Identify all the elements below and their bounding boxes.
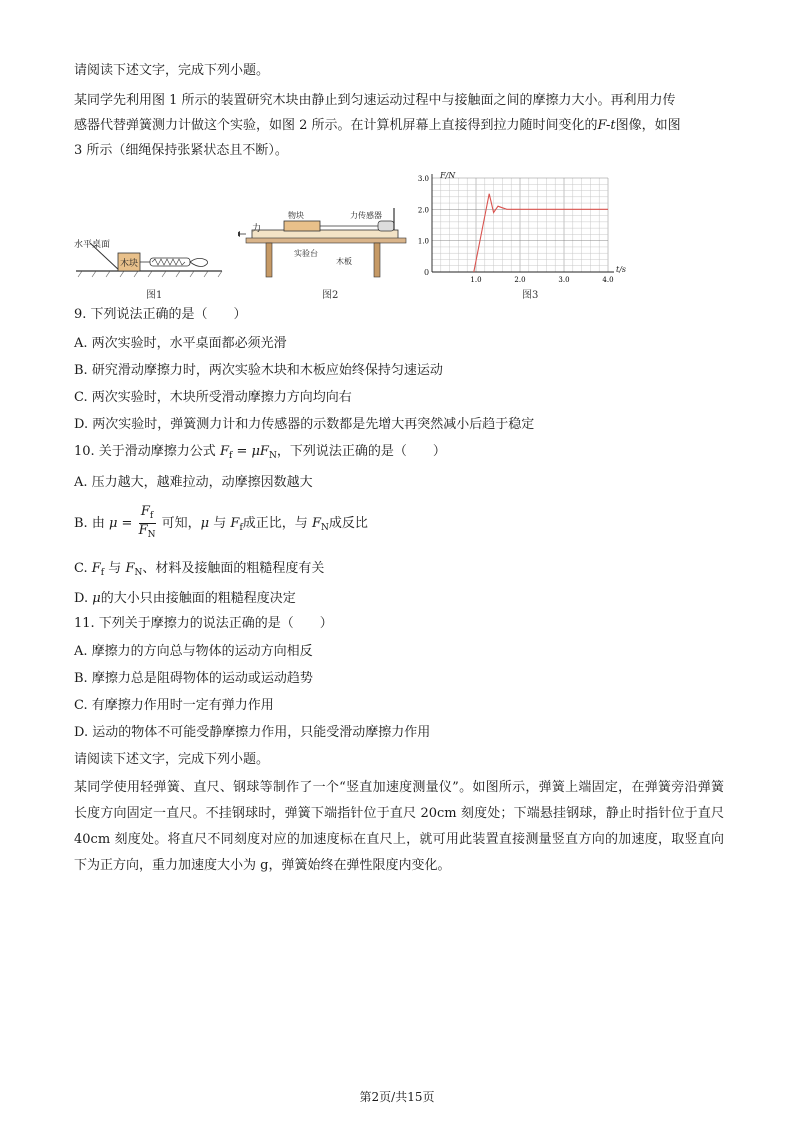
x-tick-label: 2.0 xyxy=(514,276,526,283)
fig2-label-board: 木板 xyxy=(336,257,352,266)
page-number: 第2页/共15页 xyxy=(359,1090,435,1104)
passage2: 某同学使用轻弹簧、直尺、钢球等制作了一个“竖直加速度测量仪”。如图所示，弹簧上端固定，在弹簧旁沿弹簧长度方向固定一直尺。不挂钢球时，弹簧下端指针位于直尺 20cm 刻度处；下端悬挂钢球，静止时指针位于直尺 40cm 刻度处。将直尺不同刻度对应的加速度标在直尺上，就可用此装置直接测量竖直方向的加速度，取竖直向下为正方向，重力加速度大小为 g，弹簧始终在弹性限度内变化。 xyxy=(74,780,724,873)
fig2-label-force: 力 xyxy=(252,224,262,234)
q10-option-a: A. 压力越大，越难拉动，动摩擦因数越大 xyxy=(74,475,313,490)
figure-3-chart xyxy=(410,168,630,283)
q10-formula: $F_f = \mu F_N$ xyxy=(219,444,277,461)
q10-stem-a: 10. 关于滑动摩擦力公式 xyxy=(74,444,216,459)
fig1-label-table: 水平桌面 xyxy=(74,240,111,250)
passage1-line1: 某同学先利用图 1 所示的装置研究木块由静止到匀速运动过程中与接触面之间的摩擦力大小。再利用力传 xyxy=(74,93,676,108)
fig3-caption: 图3 xyxy=(522,290,539,301)
force-sensor xyxy=(378,221,394,231)
q10-d-text: 的大小只由接触面的粗糙程度决定 xyxy=(100,591,296,606)
chart-ylabel: F/N xyxy=(440,171,456,180)
q10-option-b: B. 由 μ = $\frac{F_f}{F_N}$ 可知，μ 与 $F_f$成正比，与 $F_N$成反比 xyxy=(74,504,368,540)
q9-option-b: B. 研究滑动摩擦力时，两次实验木块和木板应始终保持匀速运动 xyxy=(74,363,443,378)
figure-2 xyxy=(238,200,408,282)
fig2-label-sensor: 力传感器 xyxy=(350,211,382,220)
x-tick-label: 4.0 xyxy=(602,276,614,283)
fig2-caption: 图2 xyxy=(322,290,339,301)
chart-origin: 0 xyxy=(424,268,430,277)
mu-fraction: $\frac{F_f}{F_N}$ xyxy=(138,504,156,540)
q10-b-prefix: B. 由 xyxy=(74,516,105,531)
q9-stem: 9. 下列说法正确的是（ ） xyxy=(74,307,247,322)
q9-option-d: D. 两次实验时，弹簧测力计和力传感器的示数都是先增大再突然减小后趋于稳定 xyxy=(74,417,535,432)
q11-option-a: A. 摩擦力的方向总与物体的运动方向相反 xyxy=(74,644,313,659)
passage1-line2-b: 图像，如图 xyxy=(615,118,681,133)
fig2-block xyxy=(284,221,320,231)
y-tick-label: 1.0 xyxy=(417,237,429,246)
q10-b-text2: 与 xyxy=(213,516,227,531)
fig2-label-stand: 实验台 xyxy=(294,249,318,258)
q10-c-prefix: C. xyxy=(74,561,88,576)
q10-stem xyxy=(74,443,446,465)
q10-option-c: C. $F_f$ 与 $F_N$、材料及接触面的粗糙程度有关 xyxy=(74,561,325,578)
fig1-caption: 图1 xyxy=(146,290,163,301)
series-line-F xyxy=(474,194,608,272)
q9-option-c: C. 两次实验时，木块所受滑动摩擦力方向均向右 xyxy=(74,390,352,405)
chart-xlabel: t/s xyxy=(616,265,627,274)
hand-icon xyxy=(190,258,208,266)
q10-b-text3: 成正比，与 xyxy=(242,516,308,531)
ft-label: F-t xyxy=(597,118,616,133)
x-tick-label: 3.0 xyxy=(558,276,570,283)
q10-stem-b: ，下列说法正确的是（ ） xyxy=(276,444,446,459)
passage1-line3: 3 所示（细绳保持张紧状态且不断）。 xyxy=(74,143,288,158)
q11-option-d: D. 运动的物体不可能受静摩擦力作用，只能受滑动摩擦力作用 xyxy=(74,725,431,740)
passage1-line2-a: 感器代替弹簧测力计做这个实验，如图 2 所示。在计算机屏幕上直接得到拉力随时间变化的 xyxy=(74,118,598,133)
q10-option-d: D. μ的大小只由接触面的粗糙程度决定 xyxy=(74,591,296,606)
q10-c-text2: 、材料及接触面的粗糙程度有关 xyxy=(142,561,325,576)
passage1-line2 xyxy=(74,117,681,135)
intro-text: 请阅读下述文字，完成下列小题。 xyxy=(74,63,270,78)
y-tick-label: 3.0 xyxy=(417,175,429,183)
chart-grid xyxy=(432,178,608,272)
fig2-label-block: 物块 xyxy=(288,211,304,220)
intro-text-2: 请阅读下述文字，完成下列小题。 xyxy=(74,752,270,767)
x-tick-label: 1.0 xyxy=(470,276,482,283)
q10-b-text1: 可知， xyxy=(161,516,201,531)
q9-option-a: A. 两次实验时，水平桌面都必须光滑 xyxy=(74,336,287,351)
q11-option-c: C. 有摩擦力作用时一定有弹力作用 xyxy=(74,698,274,713)
y-tick-label: 2.0 xyxy=(417,206,429,215)
fig1-label-block: 木块 xyxy=(120,259,139,269)
q10-d-prefix: D. xyxy=(74,591,89,606)
q10-b-text4: 成反比 xyxy=(328,516,368,531)
q11-option-b: B. 摩擦力总是阻碍物体的运动或运动趋势 xyxy=(74,671,313,686)
q11-stem: 11. 下列关于摩擦力的说法正确的是（ ） xyxy=(74,616,333,631)
q10-c-text1: 与 xyxy=(108,561,122,576)
